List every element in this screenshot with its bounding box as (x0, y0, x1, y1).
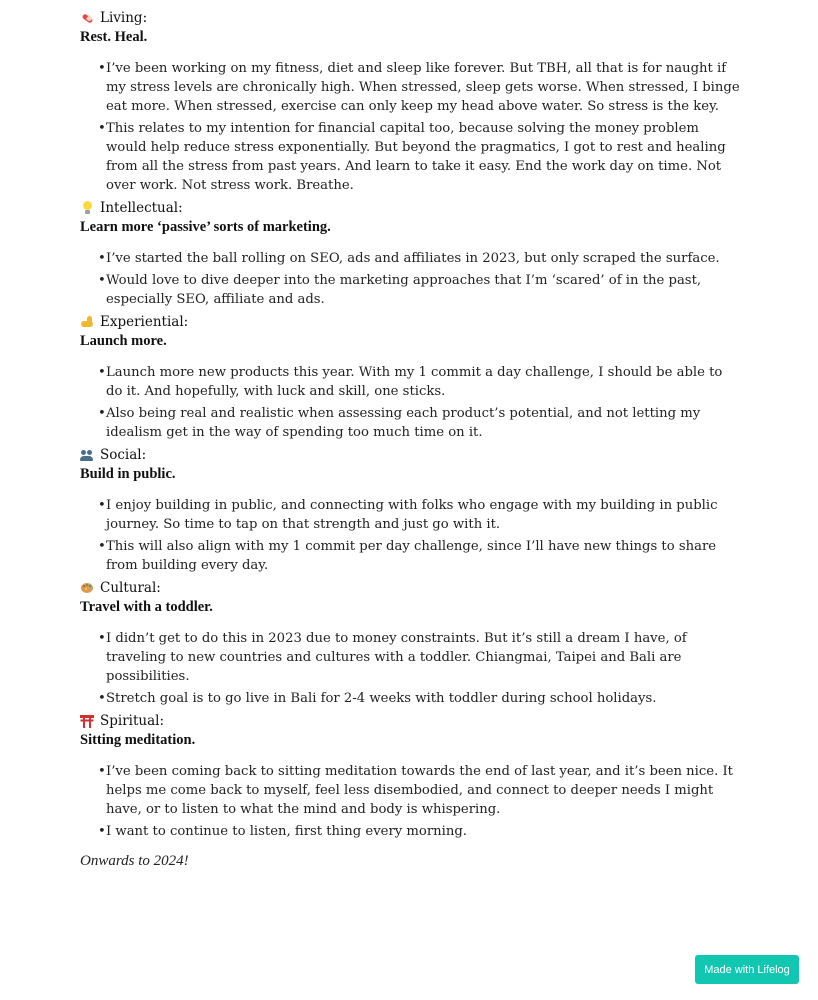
bullet-item: • Launch more new products this year. With my 1 commit a day challenge, I should be able to do it. And hopefully, with luck and skill, one sticks. (106, 363, 740, 401)
section-heading (80, 578, 740, 598)
section-intention: Rest. Heal. (80, 29, 148, 45)
flexed-biceps-icon (80, 315, 94, 329)
section-intellectual (80, 198, 740, 309)
made-with-lifelog-button[interactable]: Made with Lifelog (695, 955, 799, 984)
section-social (80, 445, 740, 575)
article-body (80, 8, 740, 871)
section-heading (80, 198, 740, 218)
bullet-item: • Stretch goal is to go live in Bali for 2-4 weeks with toddler during school holidays. (106, 689, 740, 708)
bullet-item: • I’ve started the ball rolling on SEO, ads and affiliates in 2023, but only scraped the surface. (106, 249, 740, 268)
light-bulb-icon (80, 201, 94, 215)
bullet-item: • I’ve been coming back to sitting meditation towards the end of last year, and it’s been nice. It helps me come back to myself, feel less disembodied, and connect to deeper needs I might have, or to listen to what the mind and body is whispering. (106, 762, 740, 819)
bullet-item: • I didn’t get to do this in 2023 due to money constraints. But it’s still a dream I have, of traveling to new countries and cultures with a toddler. Chiangmai, Taipei and Bali are possibilities. (106, 629, 740, 686)
artist-palette-icon (80, 581, 94, 595)
section-title: Living: (100, 10, 148, 26)
bullet-item: • Would love to dive deeper into the marketing approaches that I’m ‘scared’ of in the past, especially SEO, affiliate and ads. (106, 271, 740, 309)
bullet-item: • I’ve been working on my fitness, diet and sleep like forever. But TBH, all that is for naught if my stress levels are chronically high. When stressed, sleep gets worse. When stressed, I binge eat more. When stressed, exercise can only keep my head above water. So stress is the key. (106, 59, 740, 116)
torii-gate-icon (80, 714, 94, 728)
section-heading (80, 711, 740, 731)
people-icon (80, 448, 94, 462)
bullet-list (80, 629, 740, 708)
section-intention: Learn more ‘passive’ sorts of marketing. (80, 219, 331, 235)
bullet-item: • I enjoy building in public, and connecting with folks who engage with my building in public journey. So time to tap on that strength and just go with it. (106, 496, 740, 534)
bullet-item: • I want to continue to listen, first thing every morning. (106, 822, 740, 841)
bullet-list (80, 249, 740, 309)
section-heading (80, 445, 740, 465)
section-experiential (80, 312, 740, 442)
section-living (80, 8, 740, 195)
section-intention: Travel with a toddler. (80, 599, 213, 615)
section-intention: Launch more. (80, 333, 167, 349)
section-title: Experiential: (100, 314, 189, 330)
section-title: Intellectual: (100, 200, 183, 216)
bullet-item: • This relates to my intention for financial capital too, because solving the money problem would help reduce stress exponentially. But beyond the pragmatics, I got to rest and healing from all the stress from past years. And learn to take it easy. End the work day on time. Not over work. Not stress work. Breathe. (106, 119, 740, 195)
section-intention: Sitting meditation. (80, 732, 196, 748)
bullet-list (80, 59, 740, 195)
bullet-list (80, 762, 740, 841)
bullet-list (80, 496, 740, 575)
bullet-item: • Also being real and realistic when assessing each product’s potential, and not letting my idealism get in the way of spending too much time on it. (106, 404, 740, 442)
section-title: Spiritual: (100, 713, 165, 729)
section-heading (80, 8, 740, 28)
section-spiritual (80, 711, 740, 841)
section-intention: Build in public. (80, 466, 176, 482)
closing-line: Onwards to 2024! (80, 853, 189, 869)
section-cultural (80, 578, 740, 708)
section-title: Social: (100, 447, 147, 463)
pill-icon (80, 11, 94, 25)
bullet-item: • This will also align with my 1 commit per day challenge, since I’ll have new things to share from building every day. (106, 537, 740, 575)
section-heading (80, 312, 740, 332)
bullet-list (80, 363, 740, 442)
section-title: Cultural: (100, 580, 161, 596)
